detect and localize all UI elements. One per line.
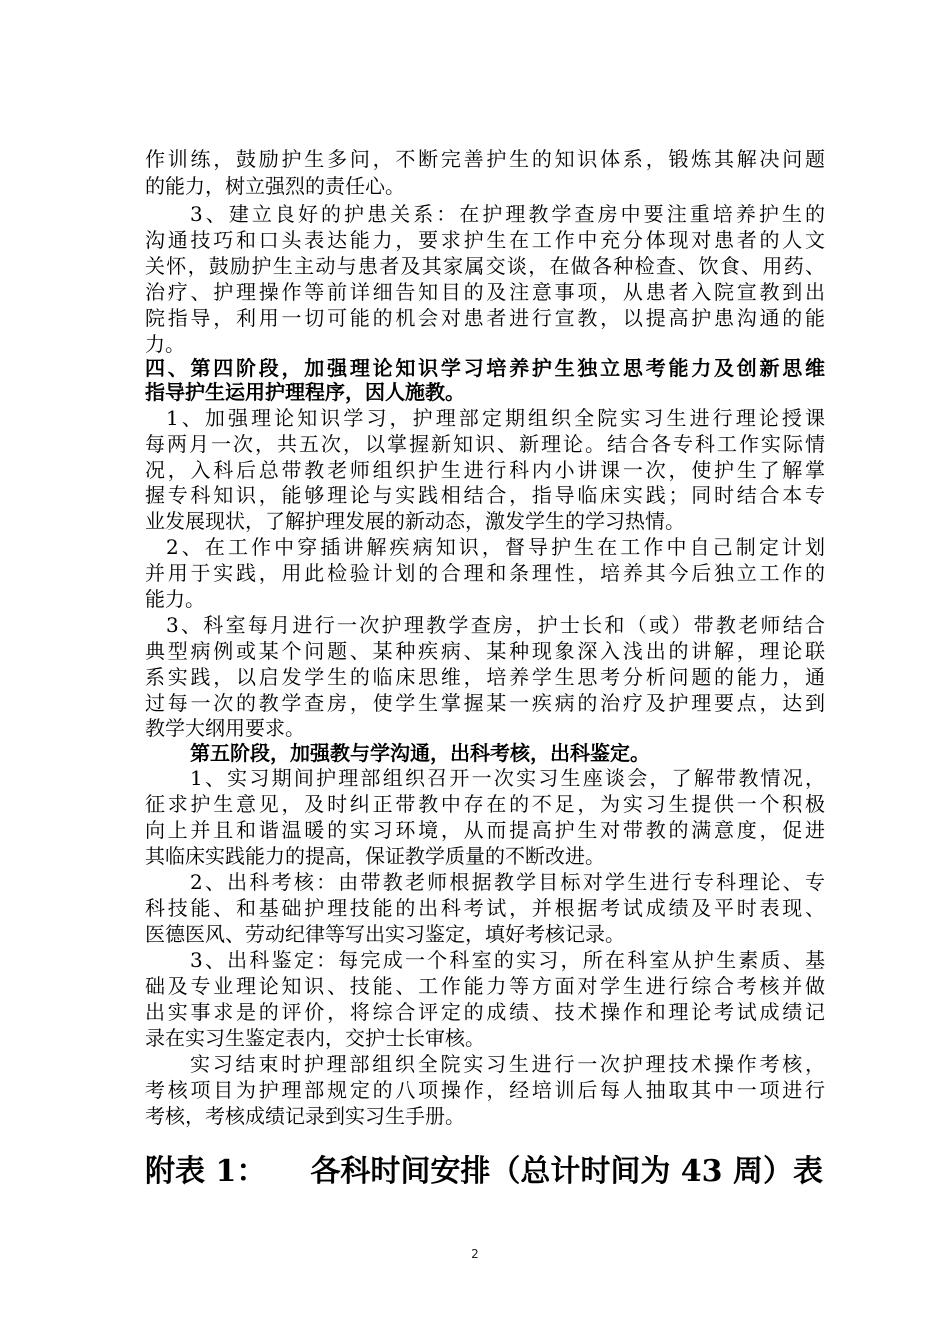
body-line: 每两月一次，共五次，以掌握新知识、新理论。结合各专科工作实际情 xyxy=(145,432,825,456)
body-line: 业发展现状，了解护理发展的新动态，激发学生的学习热情。 xyxy=(145,509,685,533)
body-line: 录在实习生鉴定表内，交护士长审核。 xyxy=(145,1026,485,1050)
body-line: 能力。 xyxy=(145,587,205,611)
section-heading: 指导护生运用护理程序，因人施教。 xyxy=(145,380,465,404)
appendix-title: 各科时间安排（总计时间为 43 周）表 xyxy=(310,1154,823,1189)
section-heading: 第五阶段，加强教与学沟通，出科考核，出科鉴定。 xyxy=(190,741,650,765)
body-line: 并用于实践，用此检验计划的合理和条理性，培养其今后独立工作的 xyxy=(145,561,825,585)
body-line: 3、建立良好的护患关系：在护理教学查房中要注重培养护生的 xyxy=(190,202,825,226)
body-line: 3、出科鉴定：每完成一个科室的实习，所在科室从护生素质、基 xyxy=(190,948,825,972)
body-line: 实习结束时护理部组织全院实习生进行一次护理技术操作考核， xyxy=(190,1052,825,1076)
body-line: 1、实习期间护理部组织召开一次实习生座谈会，了解带教情况， xyxy=(190,766,825,790)
body-line: 向上并且和谐温暖的实习环境，从而提高护生对带教的满意度，促进 xyxy=(145,818,825,842)
body-line: 况，入科后总带教老师组织护生进行科内小讲课一次，使护生了解掌 xyxy=(145,458,825,482)
body-line: 其临床实践能力的提高，保证教学质量的不断改进。 xyxy=(145,844,605,868)
body-line: 出实事求是的评价，将综合评定的成绩、技术操作和理论考试成绩记 xyxy=(145,1000,825,1024)
body-line: 科技能、和基础护理技能的出科考试，并根据考试成绩及平时表现、 xyxy=(145,896,825,920)
body-line: 础及专业理论知识、技能、工作能力等方面对学生进行综合考核并做 xyxy=(145,974,825,998)
body-line: 考核，考核成绩记录到实习生手册。 xyxy=(145,1104,465,1128)
body-line: 过每一次的教学查房，使学生掌握某一疾病的治疗及护理要点，达到 xyxy=(145,691,825,715)
body-line: 2、在工作中穿插讲解疾病知识，督导护生在工作中自己制定计划 xyxy=(166,535,825,559)
body-line: 1、加强理论知识学习，护理部定期组织全院实习生进行理论授课 xyxy=(166,406,825,430)
appendix-label: 附表 1： xyxy=(145,1154,267,1189)
body-line: 沟通技巧和口头表达能力，要求护生在工作中充分体现对患者的人文 xyxy=(145,228,825,252)
page-number: 2 xyxy=(471,1247,479,1261)
body-line: 征求护生意见，及时纠正带教中存在的不足，为实习生提供一个积极 xyxy=(145,792,825,816)
body-line: 医德医风、劳动纪律等写出实习鉴定，填好考核记录。 xyxy=(145,922,625,946)
body-line: 教学大纲用要求。 xyxy=(145,716,305,740)
body-line: 关怀，鼓励护生主动与患者及其家属交谈，在做各种检查、饮食、用药、 xyxy=(145,254,825,278)
body-line: 3、科室每月进行一次护理教学查房，护士长和（或）带教老师结合 xyxy=(166,613,825,637)
body-line: 握专科知识，能够理论与实践相结合，指导临床实践；同时结合本专 xyxy=(145,483,825,507)
appendix-heading xyxy=(145,1150,823,1194)
body-line: 典型病例或某个问题、某种疾病、某种现象深入浅出的讲解，理论联 xyxy=(145,639,825,663)
body-line: 2、出科考核：由带教老师根据教学目标对学生进行专科理论、专 xyxy=(190,870,825,894)
body-line: 作训练，鼓励护生多问，不断完善护生的知识体系，锻炼其解决问题 xyxy=(145,147,825,171)
body-line: 系实践，以启发学生的临床思维，培养学生思考分析问题的能力，通 xyxy=(145,665,825,689)
section-heading: 四、第四阶段，加强理论知识学习培养护生独立思考能力及创新思维 xyxy=(145,356,825,380)
body-line: 治疗、护理操作等前详细告知目的及注意事项，从患者入院宣教到出 xyxy=(145,280,825,304)
body-line: 的能力，树立强烈的责任心。 xyxy=(145,174,405,198)
body-line: 院指导，利用一切可能的机会对患者进行宣教，以提高护患沟通的能 xyxy=(145,306,825,330)
body-line: 考核项目为护理部规定的八项操作，经培训后每人抽取其中一项进行 xyxy=(145,1078,825,1102)
body-line: 力。 xyxy=(145,332,185,356)
